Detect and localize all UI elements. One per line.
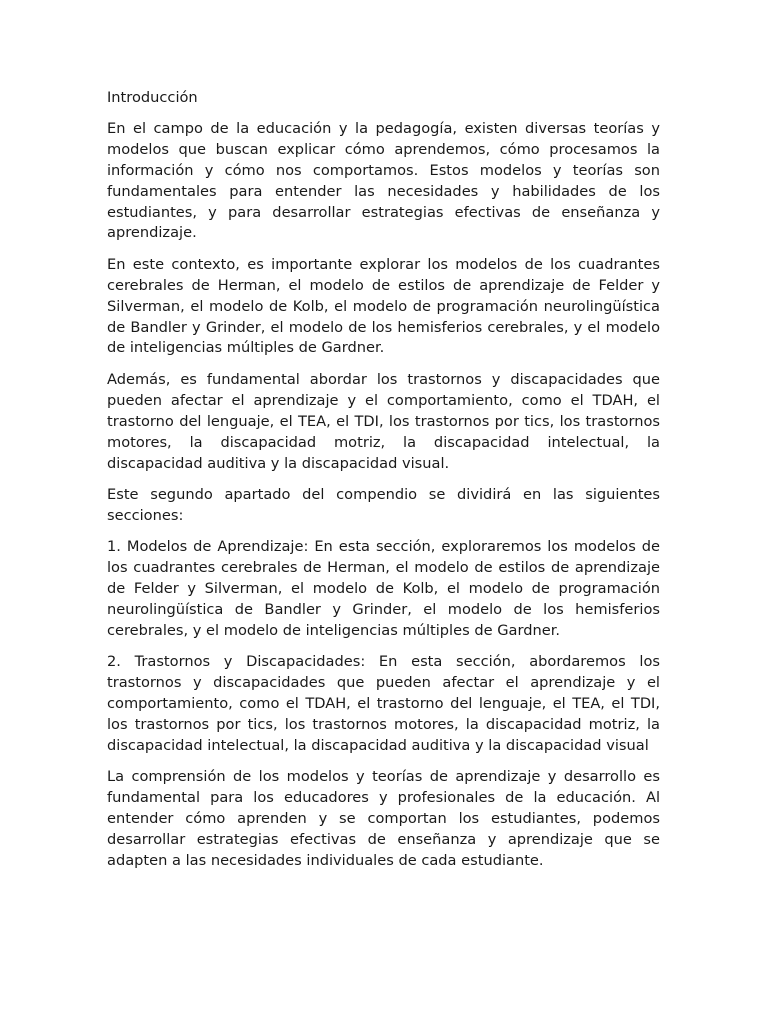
paragraph-intro-3: Además, es fundamental abordar los trastornos y discapacidades que pueden afectar el aprendizaje y el comportamiento, como el TDAH, el trastorno del lenguaje, el TEA, el TDI, los trastornos por tics, los trastornos motores, la discapacidad motriz, la discapacidad intelectual, la discapacidad auditiva y la discapacidad visual. <box>107 370 660 472</box>
document-page <box>107 88 660 882</box>
paragraph-intro-2: En este contexto, es importante explorar los modelos de los cuadrantes cerebrales de Herman, el modelo de estilos de aprendizaje de Felder y Silverman, el modelo de Kolb, el modelo de programación neurolingüística de Bandler y Grinder, el modelo de los hemisferios cerebrales, y el modelo de inteligencias múltiples de Gardner. <box>107 255 660 357</box>
paragraph-conclusion: La comprensión de los modelos y teorías de aprendizaje y desarrollo es fundamental para los educadores y profesionales de la educación. Al entender cómo aprenden y se comportan los estudiantes, podemos desarrollar estrategias efectivas de enseñanza y aprendizaje que se adapten a las necesidades individuales de cada estudiante. <box>107 768 660 869</box>
paragraph-sections-lead: Este segundo apartado del compendio se dividirá en las siguientes secciones: <box>107 485 660 524</box>
paragraph-section-1: 1. Modelos de Aprendizaje: En esta sección, exploraremos los modelos de los cuadrantes cerebrales de Herman, el modelo de estilos de aprendizaje de Felder y Silverman, el modelo de Kolb, el modelo de programación neurolingüística de Bandler y Grinder, el modelo de los hemisferios cerebrales, y el modelo de inteligencias múltiples de Gardner. <box>107 538 660 639</box>
paragraph-intro-1: En el campo de la educación y la pedagogía, existen diversas teorías y modelos que buscan explicar cómo aprendemos, cómo procesamos la información y cómo nos comportamos. Estos modelos y teorías son fundamentales para entender las necesidades y habilidades de los estudiantes, y para desarrollar estrategias efectivas de enseñanza y aprendizaje. <box>107 119 660 242</box>
paragraph-section-2: 2. Trastornos y Discapacidades: En esta sección, abordaremos los trastornos y discapacidades que pueden afectar el aprendizaje y el comportamiento, como el TDAH, el trastorno del lenguaje, el TEA, el TDI, los trastornos por tics, los trastornos motores, la discapacidad motriz, la discapacidad intelectual, la discapacidad auditiva y la discapacidad visual <box>107 653 660 754</box>
document-title: Introducción <box>107 89 198 106</box>
